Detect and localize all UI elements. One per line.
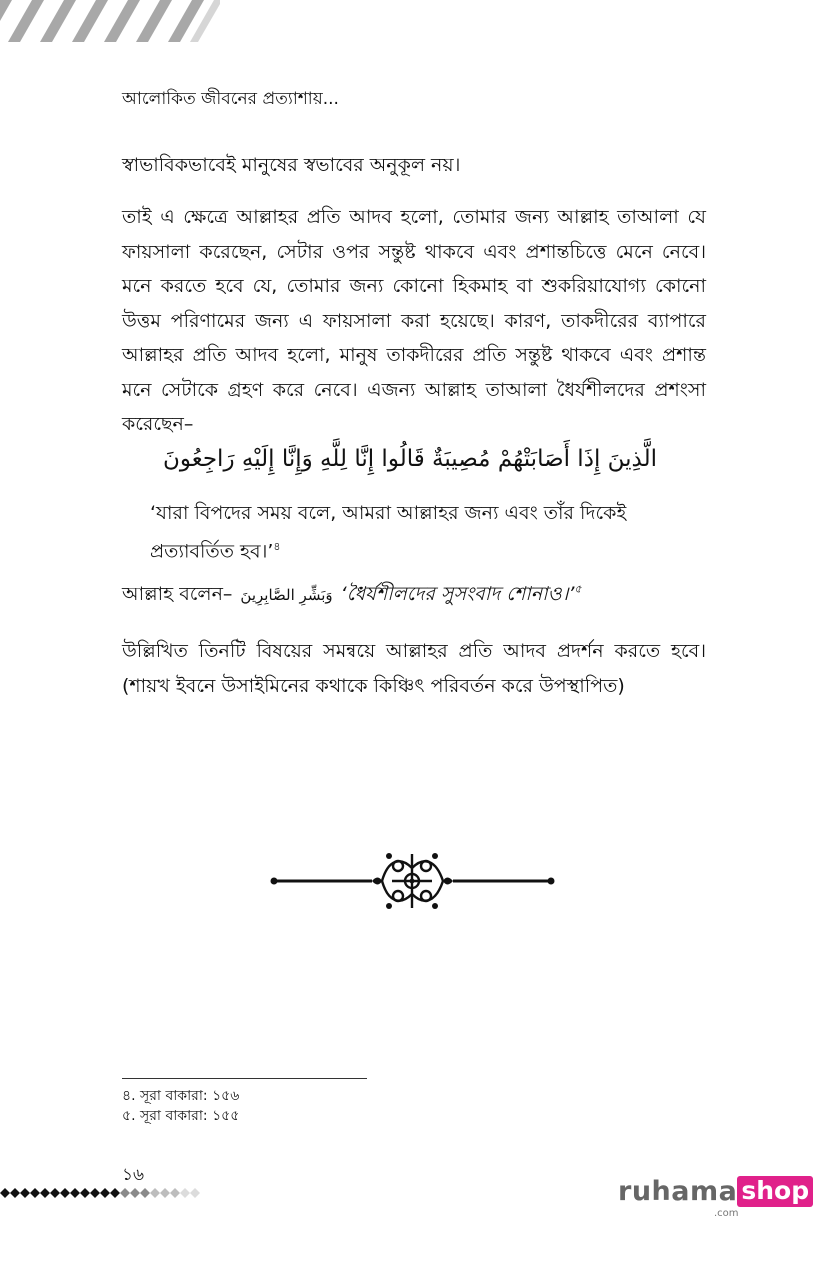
footnote-divider [122, 1078, 367, 1079]
logo-shop-badge: shop [737, 1176, 813, 1207]
footnote-5: ৫. সূরা বাকারা: ১৫৫ [122, 1108, 240, 1124]
footnote-ref-4: ৪ [273, 540, 281, 553]
footnote-4: ৪. সূরা বাকারা: ১৫৬ [122, 1088, 240, 1104]
quote-text: ‘যারা বিপদের সময় বলে, আমরা আল্লাহর জন্য এবং তাঁর দিকেই প্রত্যাবর্তিত হব।’ [150, 502, 627, 563]
arabic-verse: الَّذِينَ إِذَا أَصَابَتْهُمْ مُصِيبَةٌ قَالُوا إِنَّا لِلَّهِ وَإِنَّا إِلَيْهِ رَاجِعُونَ [162, 446, 658, 472]
footer-diamond-decoration [0, 1184, 210, 1202]
logo-ruhama-text: ruhama [618, 1176, 738, 1207]
ornament-divider [270, 850, 555, 914]
paragraph-3: উল্লিখিত তিনটি বিষয়ের সমন্বয়ে আল্লাহর প্রতি আদব প্রদর্শন করতে হবে। (শায়খ ইবনে উসাইমিনের কথাকে কিঞ্চিৎ পরিবর্তন করে উপস্থাপিত) [122, 640, 706, 697]
arabic-short-verse: وَبَشِّرِ الصَّابِرِينَ [240, 586, 333, 604]
allah-says-line [122, 580, 582, 612]
footnote-ref-5: ৫ [574, 582, 582, 596]
ruhamashop-logo [618, 1176, 813, 1219]
page-number: ১৬ [122, 1165, 145, 1185]
paragraph-2: তাই এ ক্ষেত্রে আল্লাহর প্রতি আদব হলো, তোমার জন্য আল্লাহ তাআলা যে ফায়সালা করেছেন, সেটার ওপর সন্তুষ্ট থাকবে এবং প্রশান্তচিত্তে মেনে নেবে। মনে করতে হবে যে, তোমার জন্য কোনো হিকমাহ বা শুকরিয়াযোগ্য কোনো উত্তম পরিণামের জন্য এ ফায়সালা করা হয়েছে। কারণ, তাকদীরের ব্যাপারে আল্লাহর প্রতি আদব হলো, মানুষ তাকদীরের প্রতি সন্তুষ্ট থাকবে এবং প্রশান্ত মনে সেটাকে গ্রহণ করে নেবে। এজন্য আল্লাহ তাআলা ধৈর্যশীলদের প্রশংসা করেছেন– [122, 206, 706, 435]
logo-com-text: .com [714, 1208, 739, 1219]
verse-translation-quote [150, 496, 690, 568]
running-header: আলোকিত জীবনের প্রত্যাশায়... [122, 89, 339, 109]
paragraph-1: স্বাভাবিকভাবেই মানুষের স্বভাবের অনুকূল নয়। [122, 154, 461, 176]
header-stripe-decoration [0, 0, 220, 42]
allah-says-label: আল্লাহ বলেন– [122, 583, 233, 605]
footnotes [122, 1086, 239, 1126]
short-verse-translation: ‘ধৈর্যশীলদের সুসংবাদ শোনাও।’ [340, 583, 575, 605]
